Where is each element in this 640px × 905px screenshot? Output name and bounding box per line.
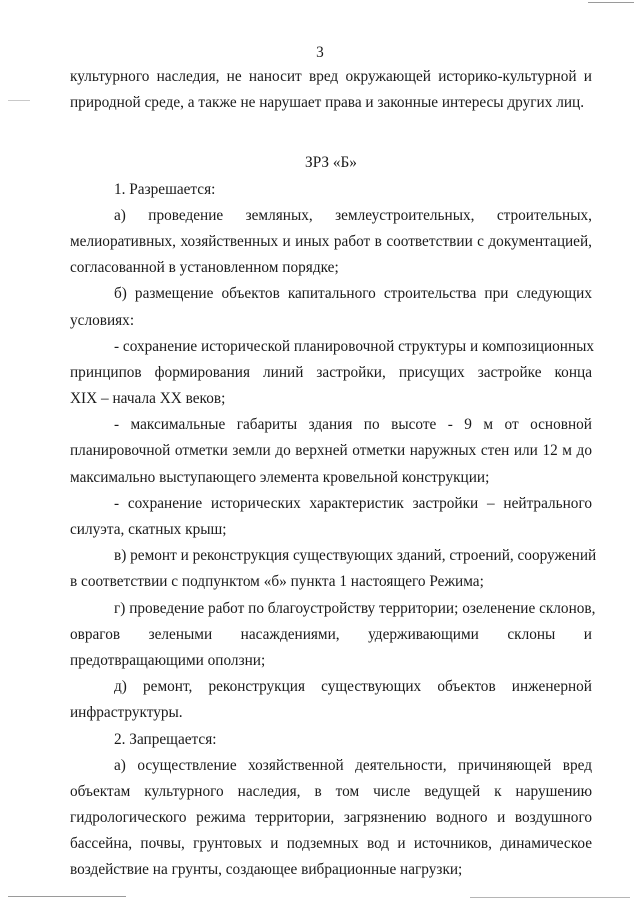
text-line: а) проведение земляных, землеустроительных, строительных, xyxy=(114,206,592,224)
text-line: культурного наследия, не наносит вред окружающей историко-культурной и xyxy=(70,68,592,85)
text-line: принципов формирования линий застройки, присущих застройке конца xyxy=(70,363,592,381)
scan-mark-top-right xyxy=(588,2,634,3)
scan-mark-left xyxy=(8,100,30,101)
text-line: бассейна, почвы, грунтовых и подземных вод и источников, динамическое xyxy=(70,835,592,853)
text-line: г) проведение работ по благоустройству территории; озеленение склонов, xyxy=(114,599,596,617)
text-line: д) ремонт, реконструкция существующих объектов инженерной xyxy=(114,678,592,696)
text-line: воздействие на грунты, создающее вибрационные нагрузки; xyxy=(70,861,463,879)
text-line: мелиоративных, хозяйственных и иных работ в соответствии с документацией, xyxy=(70,232,592,250)
scan-mark-bottom-right xyxy=(470,897,630,898)
text-line: предотвращающими оползни; xyxy=(70,651,266,669)
scan-mark-bottom xyxy=(8,896,126,897)
text-line: природной среде, а также не нарушает права и законные интересы других лиц. xyxy=(70,94,585,112)
text-line: планировочной отметки земли до верхней отметки наружных стен или 12 м до xyxy=(70,442,592,460)
text-line: 2. Запрещается: xyxy=(114,730,217,748)
text-line: б) размещение объектов капитального строительства при следующих xyxy=(114,285,592,303)
text-line: инфраструктуры. xyxy=(70,704,183,722)
page-number: 3 xyxy=(316,44,324,61)
text-line: - максимальные габариты здания по высоте - 9 м от основной xyxy=(114,416,592,434)
text-line: условиях: xyxy=(70,311,135,329)
text-line: оврагов зелеными насаждениями, удерживающими склоны и xyxy=(70,625,592,643)
text-line: в соответствии с подпунктом «б» пункта 1 настоящего Режима; xyxy=(70,573,484,591)
text-line: 1. Разрешается: xyxy=(114,180,216,198)
text-line: гидрологического режима территории, загрязнению водного и воздушного xyxy=(70,809,592,827)
section-heading: ЗРЗ «Б» xyxy=(305,154,357,172)
text-line: объектам культурного наследия, в том числе ведущей к нарушению xyxy=(70,782,592,800)
text-line: в) ремонт и реконструкция существующих зданий, строений, сооружений xyxy=(114,547,597,565)
text-line: а) осуществление хозяйственной деятельности, причиняющей вред xyxy=(114,756,592,774)
text-line: максимально выступающего элемента кровельной конструкции; xyxy=(70,468,490,486)
text-line: - сохранение исторической планировочной структуры и композиционных xyxy=(114,337,595,355)
text-line: XIX – начала XX веков; xyxy=(70,390,226,408)
text-line: - сохранение исторических характеристик застройки – нейтрального xyxy=(114,494,592,512)
text-line: силуэта, скатных крыш; xyxy=(70,521,227,538)
text-line: согласованной в установленном порядке; xyxy=(70,259,339,277)
document-body xyxy=(70,64,597,884)
